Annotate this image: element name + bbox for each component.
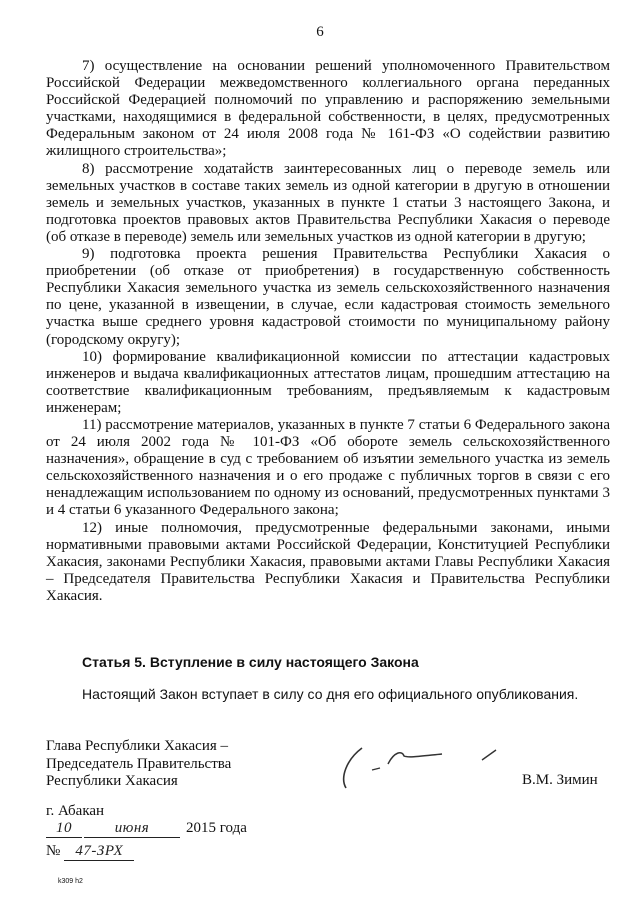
signer-position (46, 738, 231, 791)
number-value: 47-ЗРХ (64, 843, 134, 861)
handwritten-signature (332, 742, 502, 792)
list-item: 11) рассмотрение материалов, указанных в пункте 7 статьи 6 Федерального закона от 24 июля 2002 года № 101-ФЗ «Об обороте земель сельскохозяйственного назначения», обращение в суд с требованием об изъятии земельного участка из земель сельскохозяйственного назначения и о его продаже с публичных торгов в связи с его ненадлежащим использованием по одному из оснований, предусмотренных пунктами 3 и 4 статьи 6 указанного Федерального закона; (46, 416, 610, 519)
page-number: 6 (316, 24, 324, 40)
signing-date (46, 820, 247, 840)
date-month: июня (84, 820, 180, 838)
signer-position-line: Председатель Правительства (46, 755, 232, 772)
number-prefix: № (46, 843, 61, 859)
signer-position-line: Глава Республики Хакасия – (46, 738, 229, 754)
signer-name: В.М. Зимин (522, 772, 598, 788)
list-item: 9) подготовка проекта решения Правительства Республики Хакасия о приобретении (об отказе от приобретения) в государственную собственность Республики Хакасия земельного участка из земель сельскохозяйственного назначения по цене, указанной в извещении, в случае, если кадастровая стоимость земельного участка выше среднего уровня кадастровой стоимости по муниципальному району (городскому округу); (46, 246, 610, 348)
article-title: Статья 5. Вступление в силу настоящего Закона (82, 654, 419, 670)
article-body: Настоящий Закон вступает в силу со дня его официального опубликования. (82, 686, 579, 702)
list-item: 12) иные полномочия, предусмотренные федеральными законами, иными нормативными правовыми актами Российской Федерации, Конституцией Республики Хакасия, законами Республики Хакасия, правовыми актами Главы Республики Хакасия – Председателя Правительства Республики Хакасия и Правительства Республики Хакасия. (46, 519, 610, 604)
place-of-signing: г. Абакан (46, 803, 105, 819)
footer-code: k309 h2 (58, 878, 83, 885)
list-item: 7) осуществление на основании решений уполномоченного Правительством Российской Федерации межведомственного коллегиального органа переданных Российской Федерацией полномочий по управлению и распоряжению земельными участками, находящимися в федеральной собственности, в целях, предусмотренных Федеральным законом от 24 июля 2008 года № 161-ФЗ «О содействии развитию жилищного строительства»; (46, 58, 610, 160)
powers-list (46, 58, 610, 605)
date-year: 2015 года (186, 820, 247, 836)
law-number (46, 843, 134, 861)
date-day: 10 (46, 820, 82, 838)
list-item: 8) рассмотрение ходатайств заинтересованных лиц о переводе земель или земельных участков в составе таких земель из одной категории в другую в отношении земель и земельных участков, указанных в пункте 1 статьи 3 настоящего Закона, и подготовка проектов правовых актов Правительства Республики Хакасия о переводе (об отказе в переводе) земель или земельных участков из одной категории в другую; (46, 160, 610, 245)
list-item: 10) формирование квалификационной комиссии по аттестации кадастровых инженеров и выдача квалификационных аттестатов лицам, прошедшим аттестацию на соответствие квалификационным требованиям, предъявляемым к кадастровым инженерам; (46, 348, 610, 416)
signer-position-line: Республики Хакасия (46, 773, 178, 789)
